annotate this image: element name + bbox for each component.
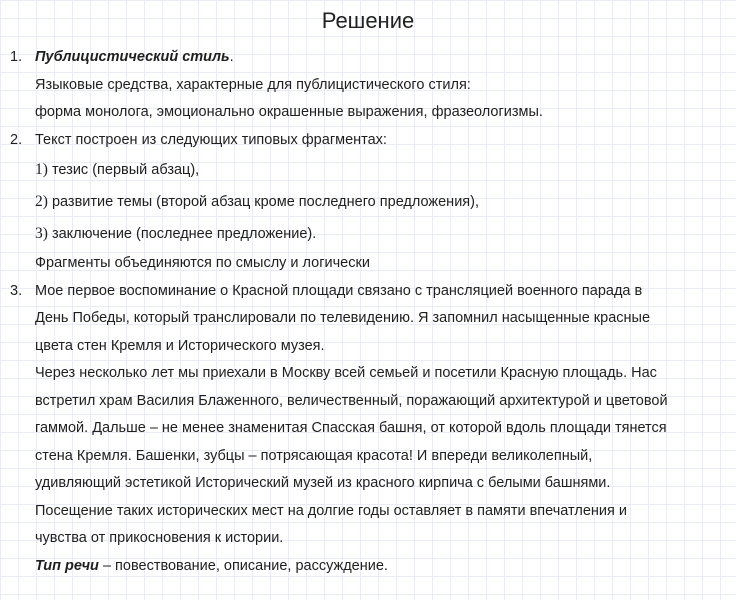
essay-line: Через несколько лет мы приехали в Москву всей семьей и посетили Красную площадь. Нас [35, 365, 657, 381]
item-intro: Текст построен из следующих типовых фрагментах: [35, 131, 387, 148]
essay-line: удивляющий эстетикой Исторический музей из красного кирпича с белыми башнями. [35, 475, 611, 491]
essay-line: встретил храм Василия Блаженного, величественный, поражающий архитектурой и цветовой [35, 392, 668, 409]
text-line: Языковые средства, характерные для публицистического стиля: [35, 76, 471, 93]
item-heading-line [35, 44, 730, 72]
page-title: Решение [321, 8, 415, 33]
item-number: 3. [10, 282, 23, 299]
item-number: 2. [10, 131, 23, 148]
fragment-text: развитие темы (второй абзац кроме последнего предложения), [51, 194, 480, 210]
heading-suffix: . [229, 49, 234, 65]
item-outro: Фрагменты объединяются по смыслу и логически [35, 255, 370, 271]
fragment-text: заключение (последнее предложение). [51, 226, 317, 242]
list-item-2 [10, 127, 730, 278]
fragment-number: 2) [35, 193, 48, 210]
essay-line: Посещение таких исторических мест на долгие годы оставляет в памяти впечатления и [35, 502, 627, 519]
fragment-item [35, 186, 730, 218]
fragment-text: тезис (первый абзац), [51, 162, 200, 178]
speech-type-text: – повествование, описание, рассуждение. [98, 557, 388, 574]
essay-line: Мое первое воспоминание о Красной площади связано с трансляцией военного парада в [35, 282, 643, 299]
solution-content [10, 44, 730, 580]
list-item-3 [10, 278, 730, 581]
fragment-number: 1) [35, 161, 48, 178]
essay-line: стена Кремля. Башенки, зубцы – потрясающая красота! И впереди великолепный, [35, 447, 593, 464]
speech-type-label: Тип речи [35, 557, 99, 574]
list-item-1 [10, 44, 730, 127]
essay-line: цвета стен Кремля и Исторического музея. [35, 337, 325, 354]
essay-line: День Победы, который транслировали по телевидению. Я запомнил насыщенные красные [35, 310, 651, 326]
fragment-number: 3) [35, 225, 48, 242]
essay-line: чувства от прикосновения к истории. [35, 530, 284, 546]
fragment-item [35, 218, 730, 250]
style-heading: Публицистический стиль [35, 49, 230, 65]
speech-type-line [35, 553, 730, 581]
text-line: форма монолога, эмоционально окрашенные выражения, фразеологизмы. [35, 104, 543, 120]
item-number: 1. [10, 49, 23, 65]
fragment-item [35, 154, 730, 186]
essay-line: гаммой. Дальше – не менее знаменитая Спасская башня, от которой вдоль площади тянется [35, 420, 667, 436]
